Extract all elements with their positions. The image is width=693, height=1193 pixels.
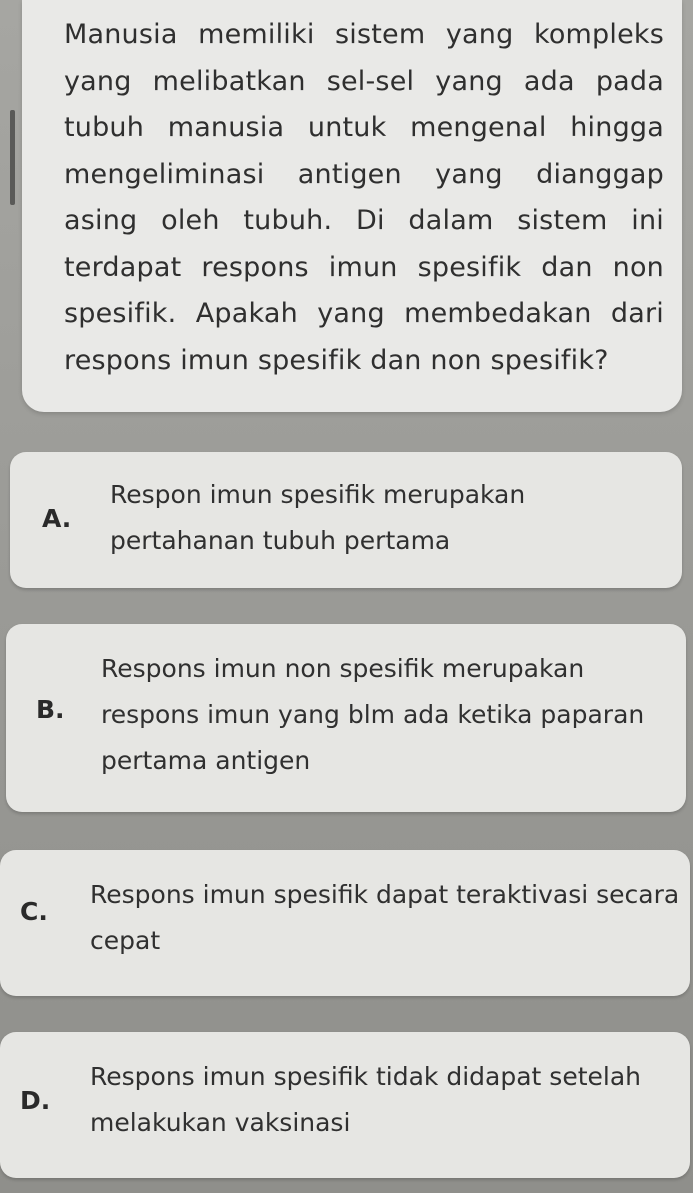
option-letter: A. xyxy=(42,504,72,533)
question-card xyxy=(22,0,682,412)
option-letter: B. xyxy=(36,695,65,724)
option-text: Respons imun spesifik tidak didapat setelah melakukan vaksinasi xyxy=(90,1062,641,1137)
answer-option-a[interactable] xyxy=(10,452,682,588)
option-text: Respons imun spesifik dapat teraktivasi secara cepat xyxy=(90,880,680,955)
answer-option-c[interactable] xyxy=(0,850,690,996)
option-text: Respons imun non spesifik merupakan respons imun yang blm ada ketika paparan pertama antigen xyxy=(101,654,645,775)
option-letter: D. xyxy=(20,1086,51,1115)
side-marker xyxy=(10,110,15,205)
answer-option-b[interactable] xyxy=(6,624,686,812)
question-text: Manusia memiliki sistem yang kompleks yang melibatkan sel-sel yang ada pada tubuh manusia untuk mengenal hingga mengeliminasi antigen yang dianggap asing oleh tubuh. Di dalam sistem ini terdapat respons imun spesifik dan non spesifik. Apakah yang membedakan dari respons imun spesifik dan non spesifik? xyxy=(64,19,664,376)
option-letter: C. xyxy=(20,897,48,926)
option-text: Respon imun spesifik merupakan pertahanan tubuh pertama xyxy=(110,480,526,555)
answer-option-d[interactable] xyxy=(0,1032,690,1178)
